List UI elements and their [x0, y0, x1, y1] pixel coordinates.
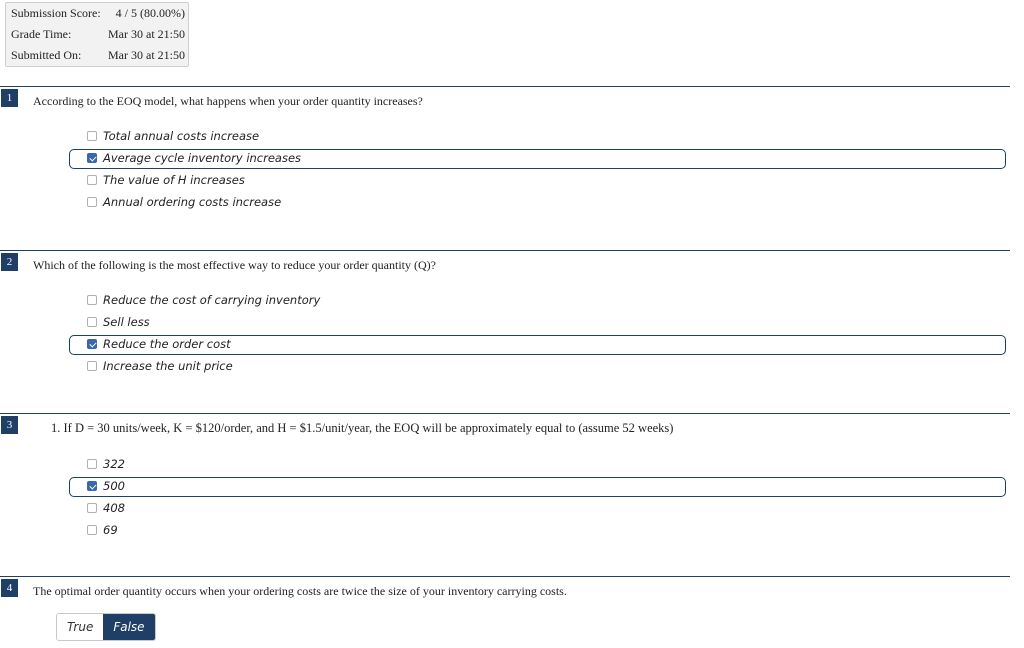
option-label: Annual ordering costs increase	[103, 195, 282, 209]
answer-option[interactable]	[69, 171, 1006, 191]
answer-option-selected[interactable]	[69, 149, 1006, 169]
grade-time-label: Grade Time:	[11, 27, 72, 41]
checkbox-unchecked[interactable]	[87, 503, 97, 513]
checkbox-unchecked[interactable]	[87, 131, 97, 141]
answer-option[interactable]	[69, 521, 1006, 541]
option-label: Total annual costs increase	[103, 129, 260, 143]
question-text: Which of the following is the most effective way to reduce your order quantity (Q)?	[33, 258, 436, 272]
question-number: 4	[1, 579, 18, 597]
checkbox-unchecked[interactable]	[87, 317, 97, 327]
answer-option[interactable]	[69, 127, 1006, 147]
score-row	[11, 4, 188, 22]
question-number: 1	[1, 89, 18, 107]
grade-time-row	[11, 25, 188, 43]
option-label: Increase the unit price	[103, 359, 233, 373]
question-divider	[0, 576, 1010, 577]
answer-option[interactable]	[69, 455, 1006, 475]
submitted-on-row	[11, 46, 188, 64]
checkbox-checked[interactable]	[87, 481, 97, 491]
option-label: 322	[103, 457, 125, 471]
option-label: Sell less	[103, 315, 150, 329]
answer-option[interactable]	[69, 357, 1006, 377]
question-divider	[0, 250, 1010, 251]
option-label: 408	[103, 501, 125, 515]
option-label: Reduce the order cost	[103, 337, 231, 351]
question-text: According to the EOQ model, what happens when your order quantity increases?	[33, 94, 423, 108]
answer-option[interactable]	[69, 499, 1006, 519]
question-text: The optimal order quantity occurs when your ordering costs are twice the size of your inventory carrying costs.	[33, 584, 567, 598]
question-divider	[0, 86, 1010, 87]
answer-option[interactable]	[69, 313, 1006, 333]
submitted-on-label: Submitted On:	[11, 48, 82, 62]
false-button-selected[interactable]: False	[103, 614, 154, 640]
option-label: The value of H increases	[103, 173, 245, 187]
checkbox-unchecked[interactable]	[87, 175, 97, 185]
submitted-on-value: Mar 30 at 21:50	[108, 48, 185, 62]
question-text: 1. If D = 30 units/week, K = $120/order, and H = $1.5/unit/year, the EOQ will be approximately equal to (assume 52 weeks)	[51, 421, 674, 435]
question-number: 2	[1, 253, 18, 271]
option-label: 69	[103, 523, 118, 537]
true-false-toggle	[56, 613, 156, 641]
option-label: 500	[103, 479, 125, 493]
checkbox-checked[interactable]	[87, 339, 97, 349]
submission-summary	[5, 2, 189, 67]
option-label: Reduce the cost of carrying inventory	[103, 293, 321, 307]
answer-option-selected[interactable]	[69, 477, 1006, 497]
option-label: Average cycle inventory increases	[103, 151, 302, 165]
answer-option[interactable]	[69, 193, 1006, 213]
checkbox-unchecked[interactable]	[87, 525, 97, 535]
checkbox-unchecked[interactable]	[87, 361, 97, 371]
question-number: 3	[1, 416, 18, 434]
score-value: 4 / 5 (80.00%)	[115, 6, 185, 20]
question-divider	[0, 413, 1010, 414]
checkbox-unchecked[interactable]	[87, 459, 97, 469]
answer-option-selected[interactable]	[69, 335, 1006, 355]
score-label: Submission Score:	[11, 6, 101, 20]
grade-time-value: Mar 30 at 21:50	[108, 27, 185, 41]
answer-option[interactable]	[69, 291, 1006, 311]
checkbox-unchecked[interactable]	[87, 197, 97, 207]
checkbox-unchecked[interactable]	[87, 295, 97, 305]
checkbox-checked[interactable]	[87, 153, 97, 163]
true-button[interactable]: True	[57, 614, 103, 640]
